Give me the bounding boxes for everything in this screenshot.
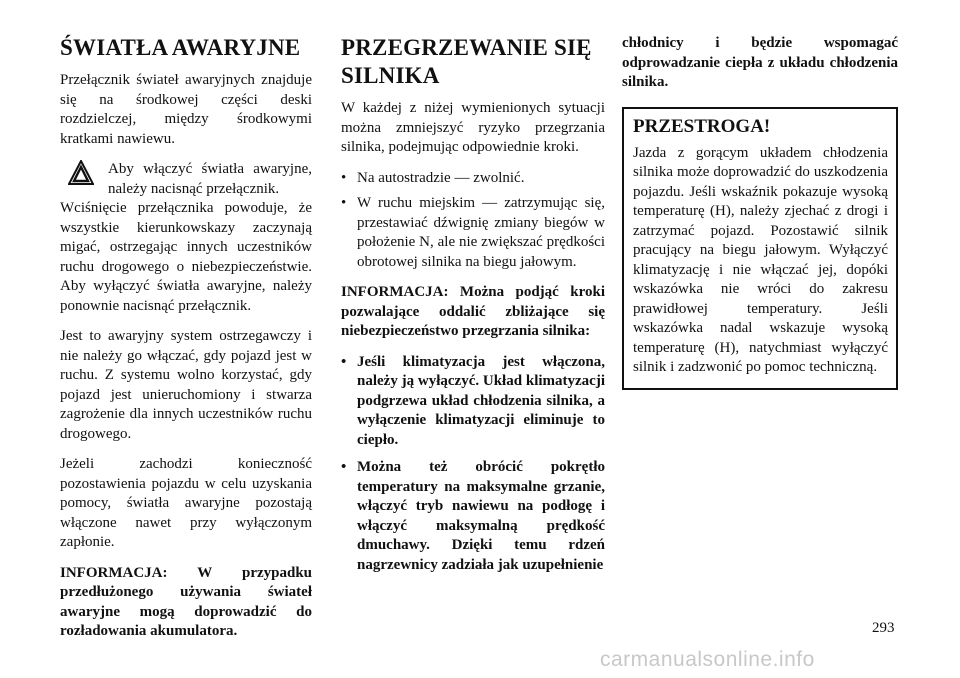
caution-title: PRZESTROGA! (633, 115, 771, 137)
list-item: • Na autostradzie — zwolnić. (341, 169, 605, 189)
paragraph-effect: Wciśnięcie przełącznika powoduje, że wszystkie kierunkowskazy zaczynają migać, ostrzegając innych uczestników ruchu drogowego o niebezpieczeństwie. Aby wyłączyć światła awaryjne, należy ponownie nacisnąć przełącznik. (60, 200, 312, 314)
column-left (60, 34, 312, 653)
paragraph-leaving-vehicle: Jeżeli zachodzi konieczność pozostawienia pojazdu w celu uzyskania pomocy, światła awaryjne pozostają włączone nawet przy wyłączonym zapłonie. (60, 456, 312, 550)
heading-hazard-lights: ŚWIATŁA AWARYJNE (60, 35, 301, 60)
paragraph-emergency-system: Jest to awaryjny system ostrzegawczy i nie należy go włączać, gdy pojazd jest w ruchu. Z systemu wolno korzystać, gdy pojazd jest unieruchomiony i stwarza zagrożenie dla innych uczestników ruchu drogowego. (60, 328, 312, 442)
paragraph-continuation: chłodnicy i będzie wspomagać odprowadzanie ciepła z układu chłodzenia silnika. (622, 35, 898, 90)
caution-box (622, 107, 898, 390)
paragraph-turn-on: Aby włączyć światła awaryjne, należy nacisnąć przełącznik. (108, 161, 312, 197)
list-item: • W ruchu miejskim — zatrzymując się, przestawiać dźwignię zmiany biegów w położenie N, ale nie zwiększać prędkości obrotowej silnika na biegu jałowym. (341, 195, 605, 270)
bullet: • (341, 353, 347, 370)
list-situations (341, 169, 605, 273)
list-item: • Jeśli klimatyzacja jest włączona, należy ją wyłączyć. Układ klimatyzacji podgrzewa układ chłodzenia silnika, a wyłączenie klimatyzacji eliminuje to ciepło. (341, 353, 605, 448)
info-battery: INFORMACJA: W przypadku przedłużonego używania świateł awaryjne mogą doprowadzić do rozładowania akumulatora. (60, 564, 312, 639)
hazard-instruction (60, 160, 312, 199)
list-actions (341, 353, 605, 576)
column-right (622, 34, 898, 390)
hazard-triangle-icon (68, 160, 94, 186)
bullet: • (341, 195, 347, 211)
caution-text: Jazda z gorącym układem chłodzenia silnika może doprowadzić do uszkodzenia pojazdu. Jeśli wskaźnik pokazuje wysoką temperaturę (H), należy zjechać z drogi i zatrzymać pojazd. Pozostawić silnik pracujący na biegu jałowym. Wyłączyć klimatyzację i nie włączać jej, dopóki wskazówka nie wróci do zakresu prawidłowej temperatury. Jeśli wskazówka nadal wskazuje wysoką temperaturę (H), natychmiast wyłączyć silnik i zadzwonić po pomoc techniczną. (633, 144, 888, 375)
bullet: • (341, 459, 347, 475)
paragraph-switch-location: Przełącznik świateł awaryjnych znajduje się na środkowej części deski rozdzielczej, między środkowymi kratkami nawiewu. (60, 72, 312, 147)
heading-engine-overheating: PRZEGRZEWANIE SIĘ SILNIKA (341, 35, 592, 88)
bullet: • (341, 169, 347, 186)
watermark: carmanualsonline.info (600, 648, 815, 671)
paragraph-overheat-intro: W każdej z niżej wymienionych sytuacji można zmniejszyć ryzyko przegrzania silnika, podejmując odpowiednie kroki. (341, 100, 605, 155)
column-middle (341, 34, 605, 586)
list-item: • Można też obrócić pokrętło temperatury na maksymalne grzanie, włączyć tryb nawiewu na podłogę i włączyć maksymalną prędkość dmuchawy. Dzięki temu rdzeń nagrzewnicy zadziała jak uzupełnienie (341, 459, 605, 573)
page-number: 293 (872, 620, 895, 636)
info-overheat: INFORMACJA: Można podjąć kroki pozwalające oddalić zbliżające się niebezpieczeństwo przegrzania silnika: (341, 284, 605, 339)
